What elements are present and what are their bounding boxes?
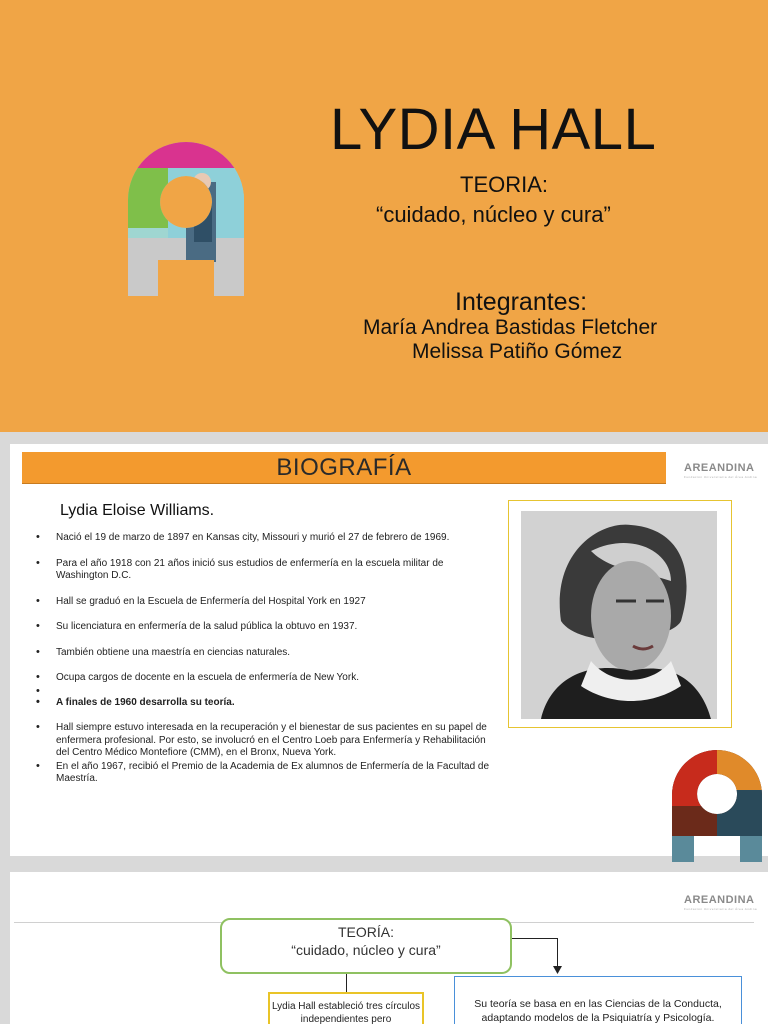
brand-name: AREANDINA	[684, 894, 755, 906]
full-name: Lydia Eloise Williams.	[60, 502, 215, 519]
list-item: • Hall se graduó en la Escuela de Enfermería del Hospital York en 1927	[32, 596, 492, 609]
theory-name: “cuidado, núcleo y cura”	[376, 202, 611, 227]
connector-line	[346, 974, 347, 992]
connector-line	[557, 938, 558, 968]
portrait-frame	[508, 500, 732, 728]
list-item: • Para el año 1918 con 21 años inició sus estudios de enfermería en la escuela militar de Washington D.C.	[32, 558, 492, 583]
brand-subtitle: Fundación Universitaria del Área Andina	[684, 907, 758, 911]
portrait-icon	[521, 511, 717, 719]
list-item	[32, 686, 492, 696]
theory-label: TEORIA:	[460, 172, 549, 197]
list-item: • Hall siempre estuvo interesada en la recuperación y el bienestar de sus pacientes en su papel de enfermera profesional. Por esto, se involucró en el Centro Loeb para Enfermería y Rehabilitación del Centro Médico Montefiore (CMM), en el Bronx, Nueva York.	[32, 722, 492, 760]
areandina-a-logo-icon	[672, 750, 762, 862]
brand-name: AREANDINA	[684, 462, 755, 474]
biography-slide	[10, 444, 768, 856]
members-label: Integrantes:	[455, 288, 588, 316]
list-item: • A finales de 1960 desarrolla su teoría.	[32, 697, 492, 710]
brand-subtitle: Fundación Universitaria del Área Andina	[684, 475, 758, 479]
theory-slide	[10, 872, 768, 1024]
page-title: LYDIA HALL	[330, 97, 657, 162]
list-item: • En el año 1967, recibió el Premio de la Academia de Ex alumnos de Enfermería de la Facultad de Maestría.	[32, 761, 492, 786]
areandina-a-logo-icon	[128, 142, 244, 296]
list-item: • Su licenciatura en enfermería de la salud pública la obtuvo en 1937.	[32, 621, 492, 634]
theory-name: “cuidado, núcleo y cura”	[291, 942, 441, 958]
arrow-down-icon	[553, 966, 562, 974]
brand-logo	[684, 894, 757, 911]
member-name: Melissa Patiño Gómez	[412, 340, 623, 363]
theory-label: TEORÍA:	[337, 924, 394, 940]
basis-box: Su teoría se basa en en las Ciencias de la Conducta, adaptando modelos de la Psiquiatría y Psicología.	[454, 976, 742, 1024]
portrait-photo	[521, 511, 717, 719]
list-item: • Nació el 19 de marzo de 1897 en Kansas city, Missouri y murió el 27 de febrero de 1969.	[32, 532, 492, 545]
member-name: María Andrea Bastidas Fletcher	[363, 316, 658, 339]
section-title: BIOGRAFÍA	[276, 454, 412, 481]
section-header	[22, 452, 666, 484]
connector-line	[512, 938, 558, 939]
brand-logo	[684, 462, 757, 479]
biography-list	[32, 532, 492, 799]
circles-box: Lydia Hall estableció tres círculos independientes pero	[268, 992, 424, 1024]
list-item: • También obtiene una maestría en ciencias naturales.	[32, 647, 492, 660]
theory-box	[220, 918, 512, 974]
list-item: • Ocupa cargos de docente en la escuela de enfermería de New York.	[32, 672, 492, 685]
title-slide	[0, 0, 768, 432]
